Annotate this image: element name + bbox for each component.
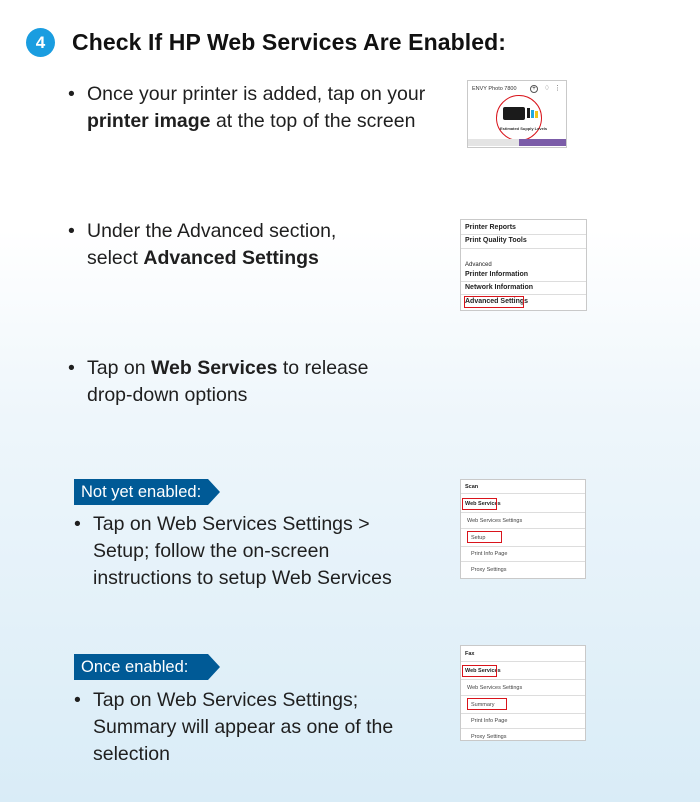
enabled-text: Tap on Web Services Settings; Summary will appear as one of the selection [93,689,394,765]
ink-cyan-icon [531,110,534,118]
fax-header: Fax [465,651,475,657]
advanced-settings-highlight [464,296,524,308]
summary-highlight [467,698,507,710]
menu-network-information: Network Information [465,284,534,291]
bullet-1-bold: printer image [87,110,211,132]
web-services-group: Web Services [465,501,501,507]
step-number-badge: 4 [26,28,55,57]
ink-yellow-icon [535,111,538,118]
bullet-3-bold: Web Services [150,357,278,379]
enabled-tag: Once enabled: [74,654,208,680]
not-enabled-bullet: • Tap on Web Services Settings > Setup; follow the on-screen instructions to setup Web Services [74,513,392,589]
setup-highlight [467,531,502,543]
printer-image [503,107,525,120]
proxy-settings-item: Proxy Settings [471,567,507,573]
scan-header: Scan [465,484,479,490]
web-services-group: Web Services [465,668,501,674]
web-services-summary-thumbnail [460,645,586,741]
print-info-page-item: Print Info Page [471,551,508,557]
supply-levels-caption: Estimated Supply Levels [500,126,548,131]
instruction-bullet-2: • Under the Advanced section, select Advanced Settings [68,220,337,269]
instruction-bullet-3: • Tap on Web Services to release drop-down options [68,357,369,406]
menu-printer-reports: Printer Reports [465,224,516,231]
web-services-setup-thumbnail [460,479,586,579]
bullet-3-text-end: to release drop-down options [87,357,369,406]
bullet-2-text: Under the Advanced section, select [87,220,337,269]
bullet-1-text: Once your printer is added, tap on your [87,83,426,105]
bullet-3-text: Tap on [87,357,151,379]
menu-advanced-settings: Advanced Settings [465,298,529,305]
print-info-page-item: Print Info Page [471,718,508,724]
step-header [26,28,506,57]
step-title: Check If HP Web Services Are Enabled: [72,29,507,55]
enabled-bullet: • Tap on Web Services Settings; Summary will appear as one of the selection [74,689,394,765]
summary-item: Summary [471,702,495,708]
not-enabled-tag: Not yet enabled: [74,479,208,505]
ink-black-icon [527,108,530,118]
web-services-settings-item: Web Services Settings [467,518,523,524]
web-services-highlight [462,665,497,677]
menu-print-quality-tools: Print Quality Tools [465,237,527,244]
web-services-highlight [462,498,497,510]
proxy-settings-item: Proxy Settings [471,734,507,740]
more-icon: ⋮ [554,85,561,92]
add-icon: + [530,85,538,93]
bullet-2-bold: Advanced Settings [143,247,319,269]
printer-screen-thumbnail [467,80,567,148]
not-enabled-text: Tap on Web Services Settings > Setup; follow the on-screen instructions to setup Web Services [93,513,392,589]
menu-section-advanced: Advanced [465,262,492,268]
web-services-settings-item: Web Services Settings [467,685,523,691]
setup-item: Setup [471,535,486,541]
bottom-bar [519,139,566,146]
bottom-bar-left [468,139,519,146]
bullet-1-text-end: at the top of the screen [210,110,416,132]
menu-printer-information: Printer Information [465,271,529,278]
bell-icon: ♢ [543,85,550,92]
printer-model-label: ENVY Photo 7800 [472,86,517,92]
instruction-bullet-1: • Once your printer is added, tap on your printer image at the top of the screen [68,83,426,132]
advanced-menu-thumbnail [460,219,587,311]
